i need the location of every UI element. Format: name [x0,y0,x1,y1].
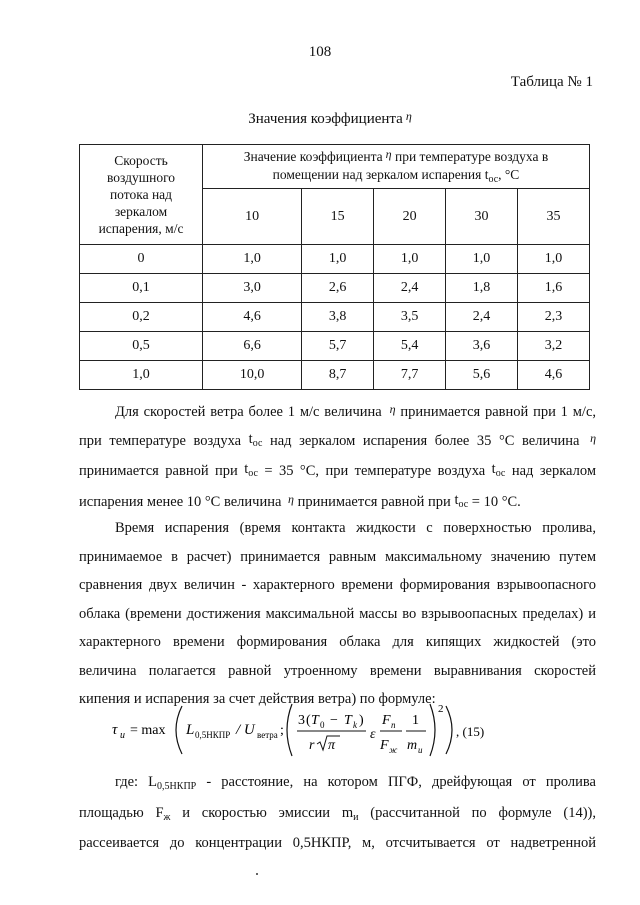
text-fragment: над зеркалом [511,463,597,479]
eta-symbol: η [405,109,412,123]
table-row [80,332,590,361]
formula-graphic [112,700,532,760]
formula-paren [287,704,292,756]
paragraph-line [79,829,596,858]
formula-minus: − [330,713,338,728]
speed-cell: 0,1 [80,274,203,303]
value-cell: 1,0 [374,245,446,274]
t-variable: $t_{ос}$ [491,461,506,479]
value-cell: 7,7 [374,361,446,390]
speed-cell: 1,0 [80,361,203,390]
value-cell: 1,0 [203,245,302,274]
formula-paren [430,704,435,756]
table-row [80,361,590,390]
formula-U-sub: ветра [257,730,278,740]
text-fragment: площадью F [79,804,164,821]
text-fragment: = 10 °C. [471,493,521,510]
value-cell: 4,6 [517,361,589,390]
text-fragment: при температуре воздуха [79,432,242,449]
text-fragment: принимается равной при [79,463,238,479]
formula-eq: = max [130,723,166,738]
formula-Tk-sub: k [353,720,357,730]
value-cell: 2,4 [374,274,446,303]
value-cell: 6,6 [203,332,302,361]
paragraph-line [79,457,596,488]
formula-T0: T [311,713,319,728]
formula-three: 3 [298,713,305,728]
speed-header-line: воздушного [106,170,176,185]
formula-15 [112,700,532,760]
formula-power: 2 [438,703,444,715]
value-cell: 5,7 [302,332,374,361]
table-row [80,245,590,274]
table-row [80,274,590,303]
text-sub: и [353,811,359,823]
formula-Fzh-sub: ж [389,745,398,755]
text-fragment: принимается равной при 1 м/с, [400,404,597,420]
formula-pi: π [328,738,336,753]
value-cell: 8,7 [302,361,374,390]
formula-T0-sub: 0 [320,720,325,730]
page-number: 108 [308,44,332,60]
speed-cell: 0 [80,245,203,274]
formula-m: m [407,738,418,753]
formula-Fzh: F [380,738,389,753]
text-fragment: Для скоростей ветра более 1 м/с величина [115,404,382,420]
speed-header-line: потока над [109,187,173,202]
value-cell: 3,6 [446,332,518,361]
value-cell: 5,4 [374,332,446,361]
eta-symbol: η [385,147,392,161]
formula-eps: ε [370,727,376,742]
speed-cell: 0,5 [80,332,203,361]
paragraph-line [79,768,596,799]
text-fragment: над зеркалом испарения более 35 °C величина [269,432,580,449]
formula-Fn-sub: п [391,720,396,730]
value-cell: 2,3 [517,303,589,332]
temperature-header: 35 [517,189,589,245]
paragraph-where [79,768,596,858]
temperature-header: 15 [302,189,374,245]
formula-U: / U [236,722,255,738]
value-cell: 2,4 [446,303,518,332]
temperature-header: 10 [203,189,302,245]
paragraph-line [79,398,596,427]
table-row [80,303,590,332]
value-cell: 1,0 [302,245,374,274]
formula-one: 1 [412,713,419,728]
value-header-text: Значение коэффициента [243,149,383,164]
eta-symbol: η [389,402,396,416]
value-header-text: помещении над зеркалом испарения t [272,167,489,182]
paragraph-line [79,799,596,830]
text-fragment: и скоростью эмиссии m [170,804,354,821]
formula-Fn: F [382,713,391,728]
text-sub: ж [163,811,171,823]
formula-lhs: τ [112,722,118,738]
speed-header [80,145,203,245]
speed-header-line: испарения, м/с [98,221,184,236]
value-cell: 4,6 [203,303,302,332]
value-cell: 3,0 [203,274,302,303]
formula-paren [446,706,452,754]
value-cell: 10,0 [203,361,302,390]
text-fragment: - расстояние, на котором ПГФ, дрейфующая от пролива [196,774,596,790]
speed-cell: 0,2 [80,303,203,332]
temperature-header: 20 [374,189,446,245]
scan-dot [256,873,258,875]
formula-paren-open: ( [306,713,311,728]
formula-L-sub: 0,5НКПР [195,730,231,740]
formula-L: L [186,722,195,738]
value-cell: 1,6 [517,274,589,303]
text-sub: 0,5НКПР [157,781,197,792]
table-title-text: Значения коэффициента [248,111,403,127]
coefficient-table [79,144,590,390]
t-variable: $t_{ос}$ [454,491,469,510]
text-fragment: = 35 °C, при температуре воздуха [264,463,486,479]
formula-m-sub: и [418,745,423,755]
value-cell: 3,8 [302,303,374,332]
formula-number: , (15) [456,724,485,739]
table-title [0,111,640,128]
formula-Tk: T [344,713,352,728]
paragraph-text: Время испарения (время контакта жидкости с поверхностью пролива, принимаемое в расчет) принимается равным максимальному значению путем сравнения двух величин - характерного времени формирования взрывоопасного облака (времени достижения максимальной массы во взрывоопасных пределах) и характерного времени формирования облака для кипящих жидкостей (это величина полагается равной утроенному времени выравнивания скоростей кипения и испарения за счет действия ветра) по формуле: [79,520,596,707]
text-fragment: (рассчитанной по формуле (14)), [358,804,596,821]
formula-r: r [309,738,315,753]
paragraph-line [79,427,596,458]
text-fragment: где: L [115,774,158,790]
speed-header-line: Скорость [114,153,168,168]
value-cell: 2,6 [302,274,374,303]
paragraph-evaporation-time [79,514,596,714]
t-variable: $t_{ос}$ [248,430,263,449]
value-cell: 5,6 [446,361,518,390]
eta-symbol: η [288,491,294,506]
formula-paren [176,706,182,754]
temperature-header: 30 [446,189,518,245]
value-header [203,145,590,189]
formula-semicolon: ; [280,723,284,738]
text-fragment: рассеивается до концентрации 0,5НКПР, м, отсчитывается от надветренной [79,835,596,851]
value-header-sub: ос [488,174,499,185]
value-cell: 1,0 [517,245,589,274]
value-cell: 1,0 [446,245,518,274]
speed-header-line: зеркалом [114,204,168,219]
text-fragment: испарения менее 10 °C величина [79,493,282,510]
t-variable: $t_{ос}$ [244,461,258,479]
table-label: Таблица № 1 [510,74,593,90]
value-header-unit: , °C [498,167,520,182]
eta-symbol: η [590,430,597,445]
value-cell: 3,5 [374,303,446,332]
value-cell: 1,8 [446,274,518,303]
text-fragment: принимается равной при [297,493,451,510]
formula-lhs-sub: и [120,730,125,741]
formula-paren-close: ) [359,713,364,728]
value-cell: 3,2 [517,332,589,361]
value-header-text: при температуре воздуха в [394,149,549,164]
paragraph-wind-speed [79,398,596,518]
